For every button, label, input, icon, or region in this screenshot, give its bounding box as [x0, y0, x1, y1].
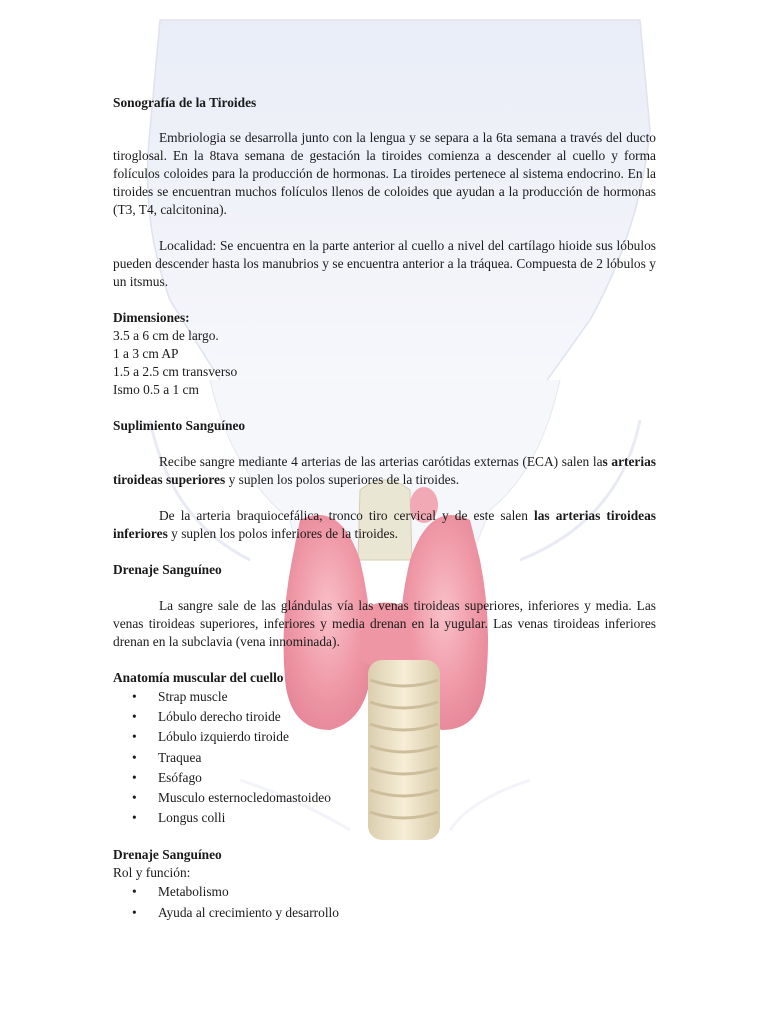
suplimiento-paragraph-2 — [113, 507, 656, 543]
intro-paragraph-1: Embriologia se desarrolla junto con la lengua y se separa a la 6ta semana a través del ducto tiroglosal. En la 8tava semana de gestación la tiroides comienza a descender al cuello y forma folículos coloides para la producción de hormonas. La tiroides pertenece al sistema endocrino. En la tiroides se encuentran muchos folículos llenos de coloides que ayudan a la producción de hormonas (T3, T4, calcitonina). — [113, 130, 656, 217]
list-item: • Ayuda al crecimiento y desarrollo — [158, 903, 656, 923]
dimension-line: 1.5 a 2.5 cm transverso — [113, 364, 238, 379]
suplimiento-p2-bold: las arterias tiroideas inferiores — [113, 508, 656, 541]
list-item: • Longus colli — [158, 808, 656, 828]
suplimiento-p2-tail: y suplen los polos inferiores de la tiroides. — [167, 526, 399, 541]
rol-funcion-label: Rol y función: — [113, 865, 191, 881]
document-body — [113, 94, 656, 923]
drenaje-heading: Drenaje Sanguíneo — [113, 562, 222, 577]
list-item: • Traquea — [158, 748, 656, 768]
suplimiento-p2-text: De la arteria braquiocefálica, tronco tiro cervical y de este salen — [159, 508, 535, 523]
list-item: • Esófago — [158, 768, 656, 788]
dimensiones-heading: Dimensiones: — [113, 310, 190, 325]
suplimiento-p1-text: Recibe sangre mediante 4 arterias de las arterias carótidas externas (ECA) salen la — [159, 454, 603, 469]
suplimiento-p1-bold: s arterias tiroideas superiores — [113, 454, 656, 487]
rol-funcion-list — [113, 882, 656, 922]
anatomia-heading: Anatomía muscular del cuello — [113, 670, 284, 685]
list-item: • Metabolismo — [158, 882, 656, 902]
drenaje-paragraph: La sangre sale de las glándulas vía las venas tiroideas superiores, inferiores y media. Las venas tiroideas superiores, inferiores y media drenan en la yugular. Las venas tiroideas inferiores drenan en la subclavia (vena innominada). — [113, 598, 656, 649]
dimension-line: 3.5 a 6 cm de largo. — [113, 328, 219, 343]
list-item: • Musculo esternocledomastoideo — [158, 788, 656, 808]
intro-paragraph-2: Localidad: Se encuentra en la parte anterior al cuello a nivel del cartílago hioide sus lóbulos pueden descender hasta los manubrios y se encuentra anterior a la tráquea. Compuesta de 2 lóbulos y un itsmus. — [113, 238, 656, 289]
dimension-line: 1 a 3 cm AP — [113, 346, 179, 361]
suplimiento-p1-tail: y suplen los polos superiores de la tiroides. — [225, 472, 460, 487]
drenaje2-heading: Drenaje Sanguíneo — [113, 847, 222, 863]
list-item: • Lóbulo derecho tiroide — [158, 707, 656, 727]
list-item: • Strap muscle — [158, 687, 656, 707]
suplimiento-paragraph-1 — [113, 453, 656, 489]
dimension-line: Ismo 0.5 a 1 cm — [113, 382, 199, 397]
document-title: Sonografía de la Tiroides — [113, 95, 257, 110]
list-item: • Lóbulo izquierdo tiroide — [158, 727, 656, 747]
anatomia-list — [113, 687, 656, 828]
suplimiento-heading: Suplimiento Sanguíneo — [113, 418, 246, 433]
